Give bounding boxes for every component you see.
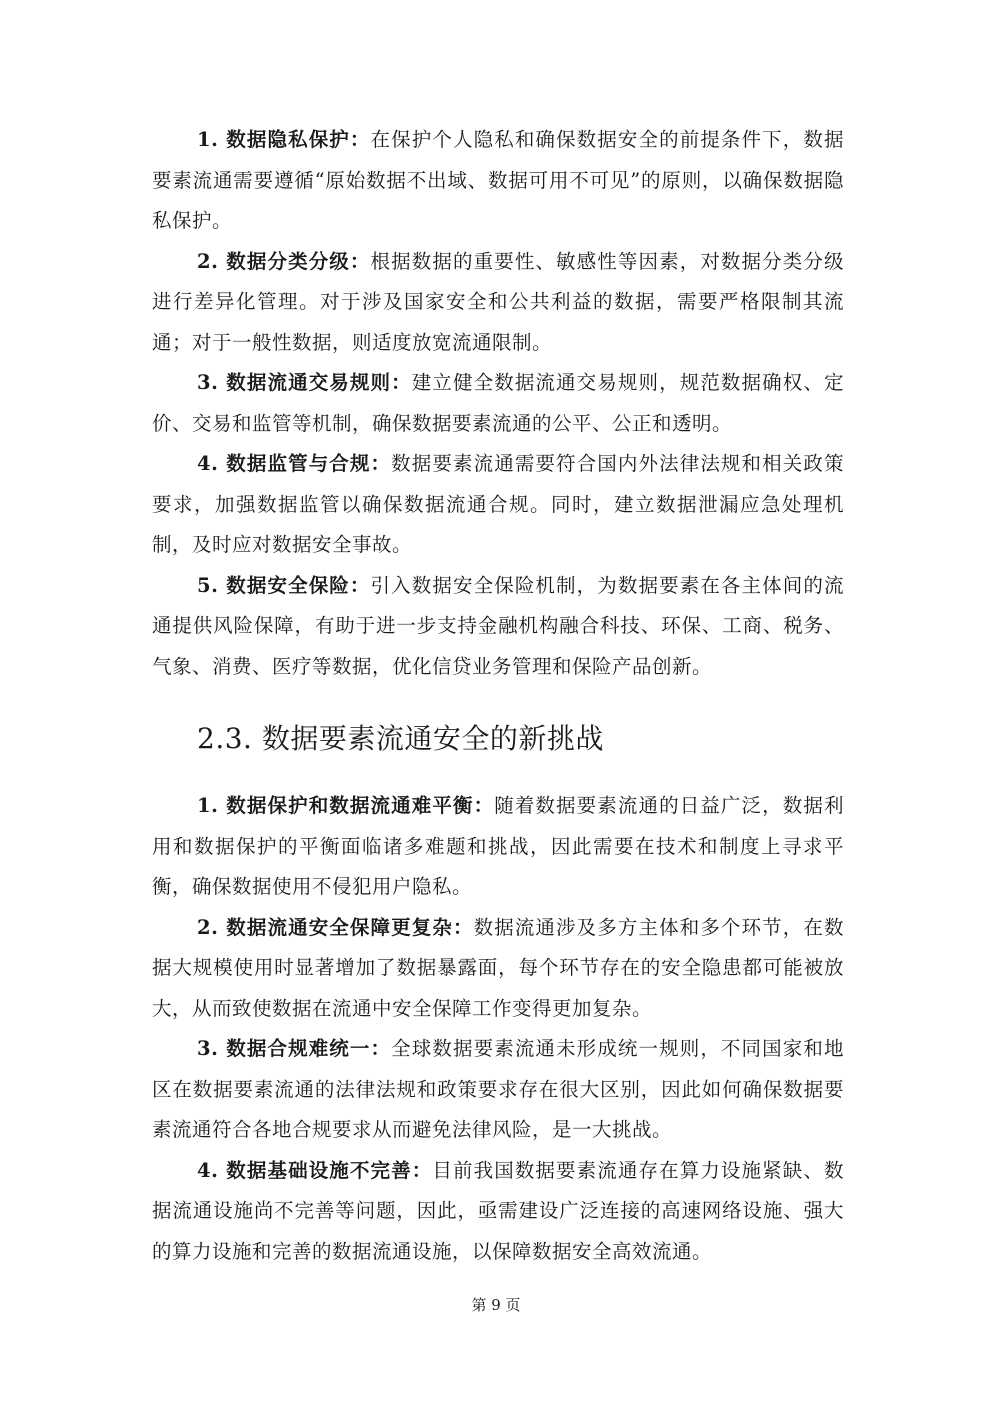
paragraph-protection-balance xyxy=(152,786,844,908)
paragraph-lead: 3. 数据合规难统一： xyxy=(197,1037,392,1060)
paragraph-text: 数据流通涉及多方主体和多个环节，在数据大规模使用时显著增加了数据暴露面，每个环节存在的安全隐患都可能被放大，从而致使数据在流通中安全保障工作变得更加复杂。 xyxy=(152,915,844,1020)
paragraph-infrastructure xyxy=(152,1151,844,1273)
paragraph-text: 全球数据要素流通未形成统一规则，不同国家和地区在数据要素流通的法律法规和政策要求存在很大区别，因此如何确保数据要素流通符合各地合规要求从而避免法律风险，是一大挑战。 xyxy=(152,1037,844,1141)
paragraph-lead: 1. 数据隐私保护： xyxy=(197,128,371,151)
paragraph-lead: 5. 数据安全保险： xyxy=(197,573,371,597)
section-heading: 2.3. 数据要素流通安全的新挑战 xyxy=(197,722,604,755)
paragraph-lead: 1. 数据保护和数据流通难平衡： xyxy=(197,794,495,817)
paragraph-security-insurance xyxy=(152,566,844,688)
paragraph-lead: 4. 数据监管与合规： xyxy=(197,452,392,475)
page-body xyxy=(152,120,844,1272)
paragraph-compliance-unification xyxy=(152,1029,844,1151)
paragraph-lead: 2. 数据分类分级： xyxy=(197,249,371,273)
paragraph-lead: 4. 数据基础设施不完善： xyxy=(197,1158,433,1182)
paragraph-lead: 2. 数据流通安全保障更复杂： xyxy=(197,915,474,939)
paragraph-text: 建立健全数据流通交易规则，规范数据确权、定价、交易和监管等机制，确保数据要素流通的公平、公正和透明。 xyxy=(152,371,844,435)
paragraph-text: 根据数据的重要性、敏感性等因素，对数据分类分级进行差异化管理。对于涉及国家安全和公共利益的数据，需要严格限制其流通；对于一般性数据，则适度放宽流通限制。 xyxy=(152,249,844,354)
paragraph-trading-rules xyxy=(152,363,844,444)
paragraph-text: 在保护个人隐私和确保数据安全的前提条件下，数据要素流通需要遵循“原始数据不出域、数据可用不可见”的原则，以确保数据隐私保护。 xyxy=(152,128,844,232)
paragraph-text: 数据要素流通需要符合国内外法律法规和相关政策要求，加强数据监管以确保数据流通合规。同时，建立数据泄漏应急处理机制，及时应对数据安全事故。 xyxy=(152,452,844,556)
page-number: 第 9 页 xyxy=(471,1296,521,1314)
paragraph-text: 随着数据要素流通的日益广泛，数据利用和数据保护的平衡面临诸多难题和挑战，因此需要在技术和制度上寻求平衡，确保数据使用不侵犯用户隐私。 xyxy=(152,794,844,898)
paragraph-data-classification xyxy=(152,242,844,364)
paragraph-data-privacy xyxy=(152,120,844,242)
paragraph-lead: 3. 数据流通交易规则： xyxy=(197,371,412,394)
paragraph-text: 目前我国数据要素流通存在算力设施紧缺、数据流通设施尚不完善等问题，因此，亟需建设广泛连接的高速网络设施、强大的算力设施和完善的数据流通设施，以保障数据安全高效流通。 xyxy=(152,1158,844,1263)
paragraph-text: 引入数据安全保险机制，为数据要素在各主体间的流通提供风险保障，有助于进一步支持金融机构融合科技、环保、工商、税务、气象、消费、医疗等数据，优化信贷业务管理和保险产品创新。 xyxy=(152,573,844,678)
paragraph-security-complexity xyxy=(152,908,844,1030)
paragraph-regulation-compliance xyxy=(152,444,844,566)
